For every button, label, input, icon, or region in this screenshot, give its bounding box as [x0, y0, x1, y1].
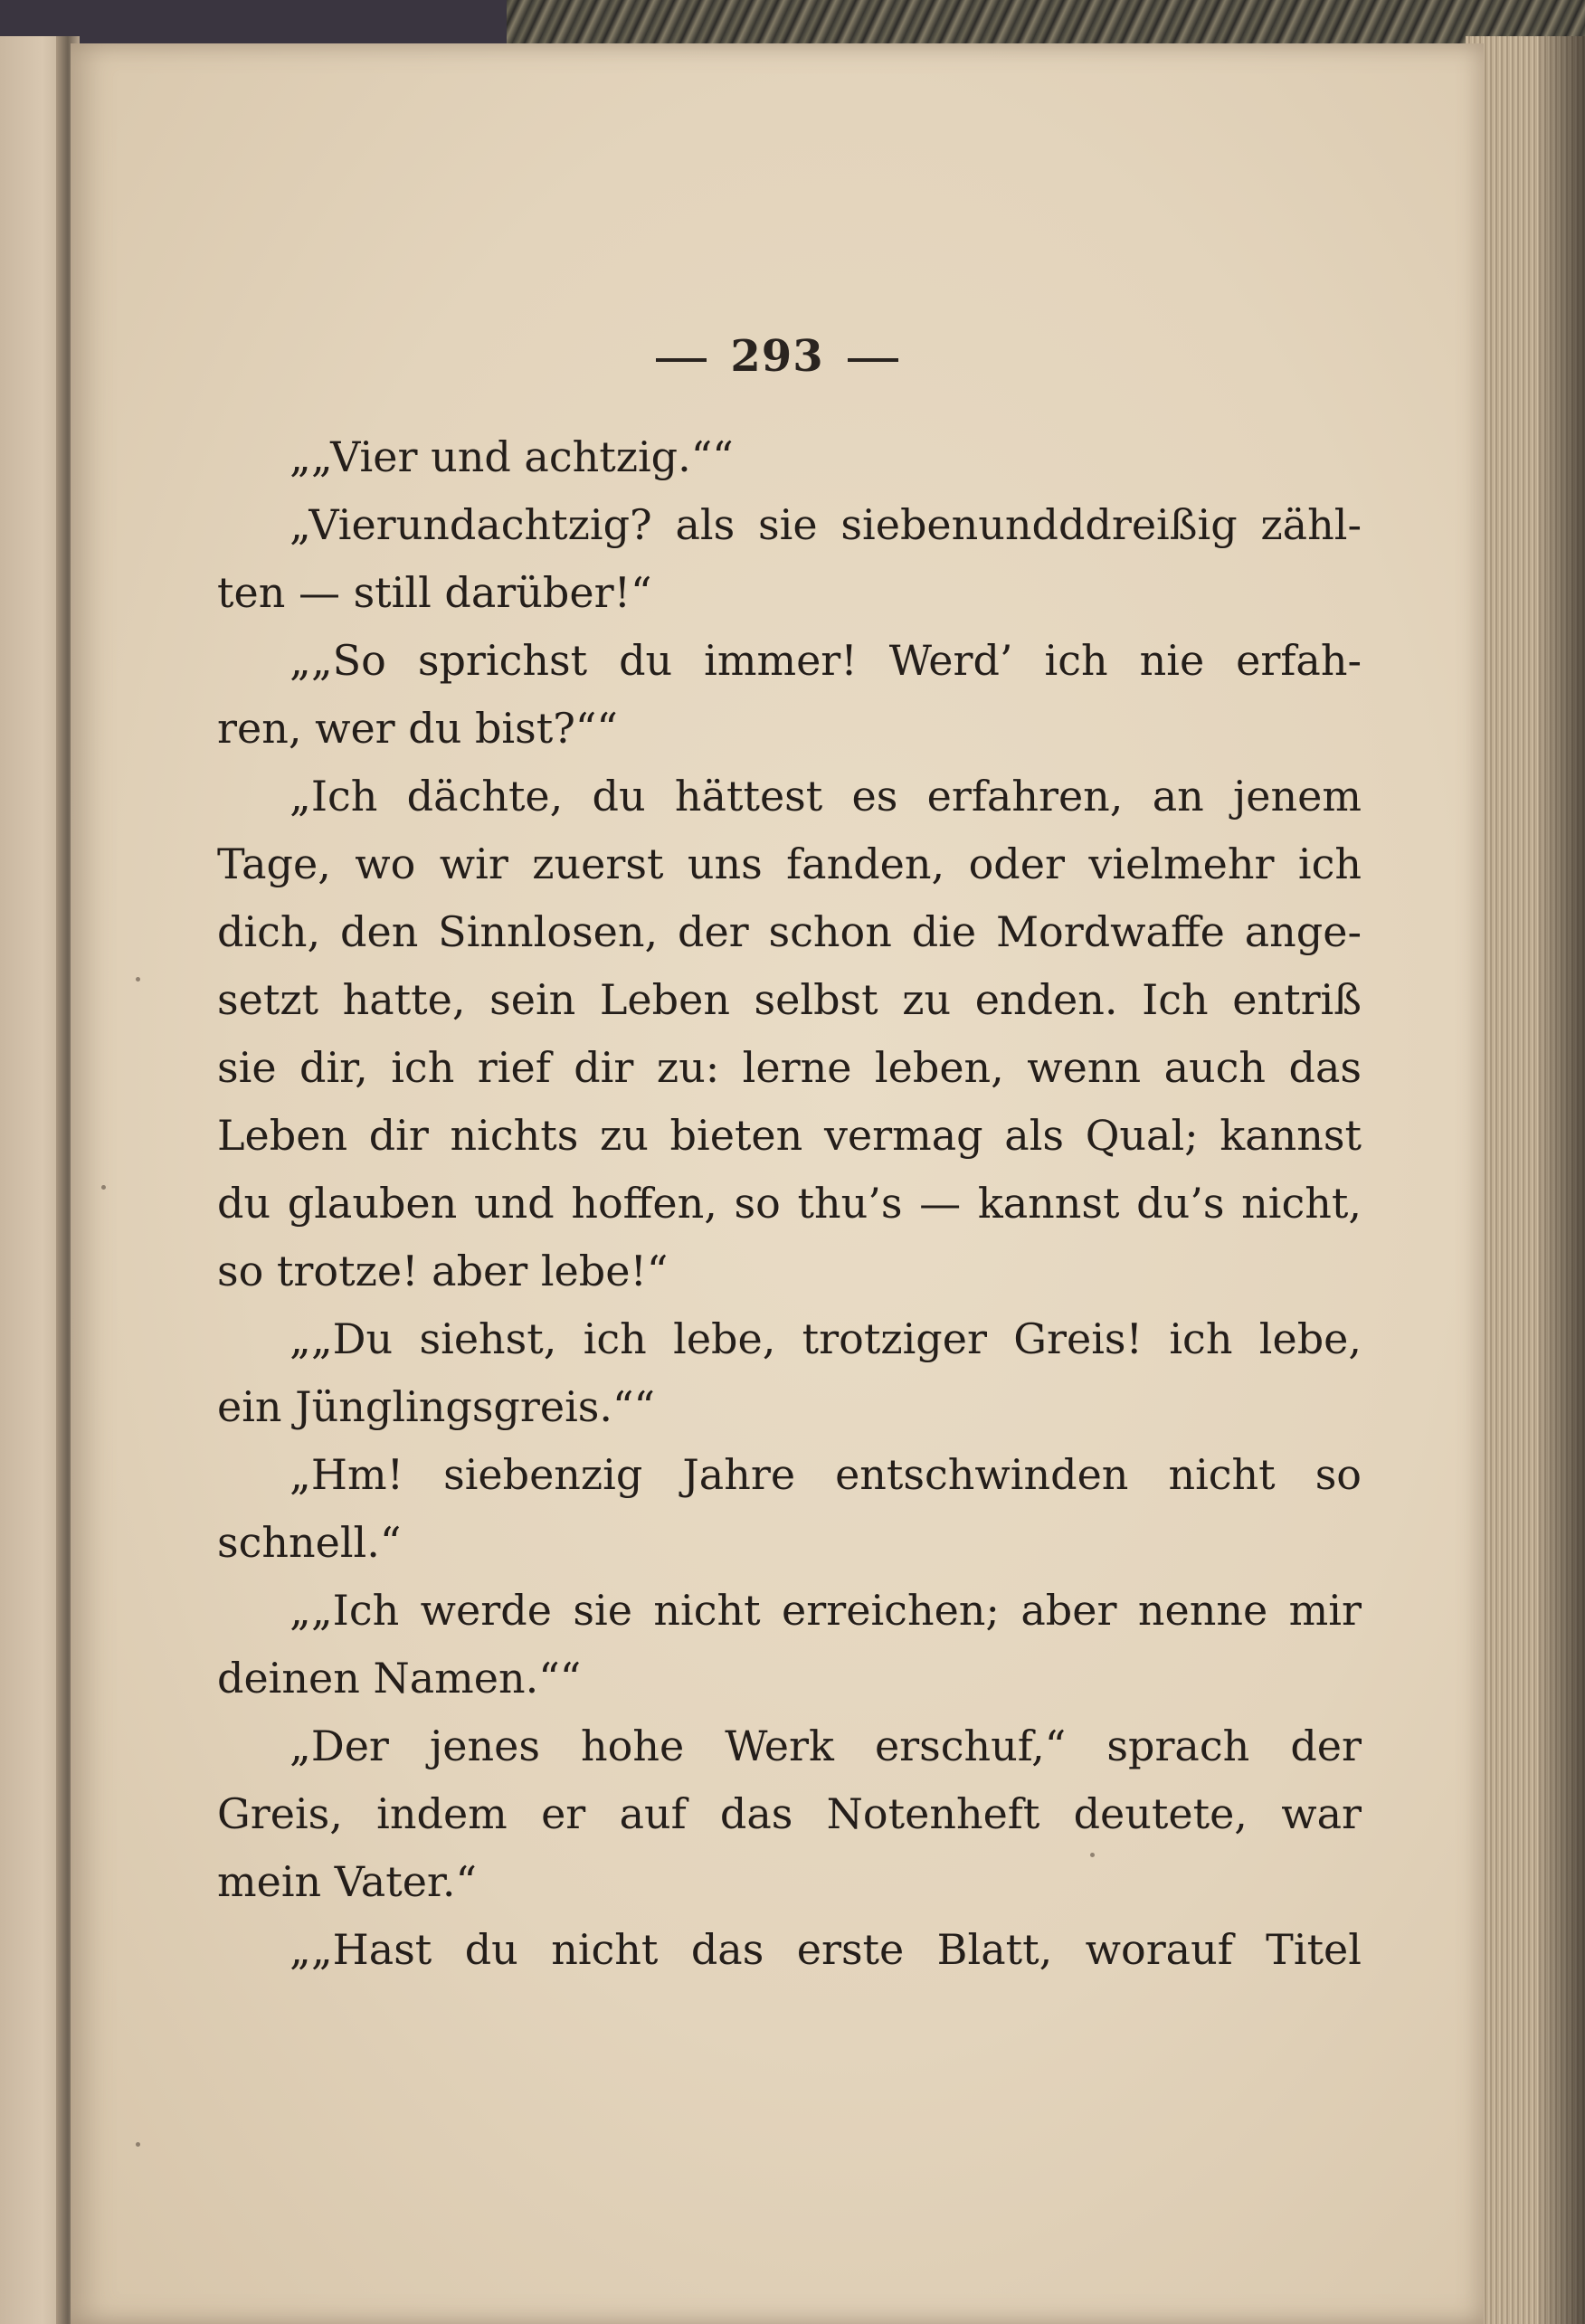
text-line: so trotze! aber lebe!“ [217, 1247, 669, 1295]
paper-speck [1090, 1853, 1095, 1857]
paragraph [217, 1577, 1362, 1712]
text-line: „Vierundachtzig? als sie siebenundddreißig zähl- [289, 500, 1362, 549]
paper-speck [136, 2142, 140, 2147]
paragraph [217, 1305, 1362, 1441]
text-line: „Der jenes hohe Werk erschuf,“ sprach der [289, 1722, 1362, 1770]
text-line: deinen Namen.““ [217, 1654, 582, 1703]
text-line: du glauben und hoffen, so thu’s — kannst du’s nicht, [217, 1179, 1362, 1228]
text-line: „Hm! siebenzig Jahre entschwinden nicht so [289, 1450, 1362, 1499]
paper-speck [101, 1185, 106, 1190]
text-line: „„Vier und achtzig.““ [289, 432, 734, 481]
book-page [71, 43, 1484, 2324]
header-dash-right [848, 358, 898, 362]
page-stack-shadow [1538, 36, 1585, 2324]
text-line: „„Hast du nicht das erste Blatt, worauf Titel [289, 1925, 1362, 1974]
body-text [217, 423, 1362, 1984]
text-line: mein Vater.“ [217, 1857, 478, 1906]
text-line: „„Du siehst, ich lebe, trotziger Greis! ich lebe, [289, 1314, 1362, 1363]
text-line: ten — still darüber!“ [217, 568, 652, 617]
paragraph [217, 627, 1362, 763]
paragraph [217, 423, 1362, 491]
text-line: ein Jünglingsgreis.““ [217, 1382, 656, 1431]
paragraph [217, 491, 1362, 627]
paragraph [217, 1441, 1362, 1577]
text-line: setzt hatte, sein Leben selbst zu enden. Ich entriß [217, 975, 1362, 1024]
paper-speck [136, 977, 140, 982]
text-line: Tage, wo wir zuerst uns fanden, oder vielmehr ich [217, 839, 1362, 888]
paragraph [217, 1916, 1362, 1984]
text-line: sie dir, ich rief dir zu: lerne leben, wenn auch das [217, 1043, 1362, 1092]
text-line: schnell.“ [217, 1518, 402, 1567]
text-line: ren, wer du bist?““ [217, 704, 618, 753]
text-line: Greis, indem er auf das Notenheft deutete, war [217, 1789, 1362, 1838]
page-header [71, 331, 1484, 382]
text-line: „„Ich werde sie nicht erreichen; aber nenne mir [289, 1586, 1362, 1635]
text-line: Leben dir nichts zu bieten vermag als Qual; kannst [217, 1111, 1362, 1160]
header-dash-left [656, 358, 707, 362]
text-line: „Ich dächte, du hättest es erfahren, an jenem [289, 772, 1362, 821]
text-line: „„So sprichst du immer! Werd’ ich nie erfah- [289, 636, 1362, 685]
paragraph [217, 763, 1362, 1305]
paragraph [217, 1712, 1362, 1916]
page-number: 293 [730, 331, 824, 382]
text-line: dich, den Sinnlosen, der schon die Mordwaffe ange- [217, 907, 1362, 956]
